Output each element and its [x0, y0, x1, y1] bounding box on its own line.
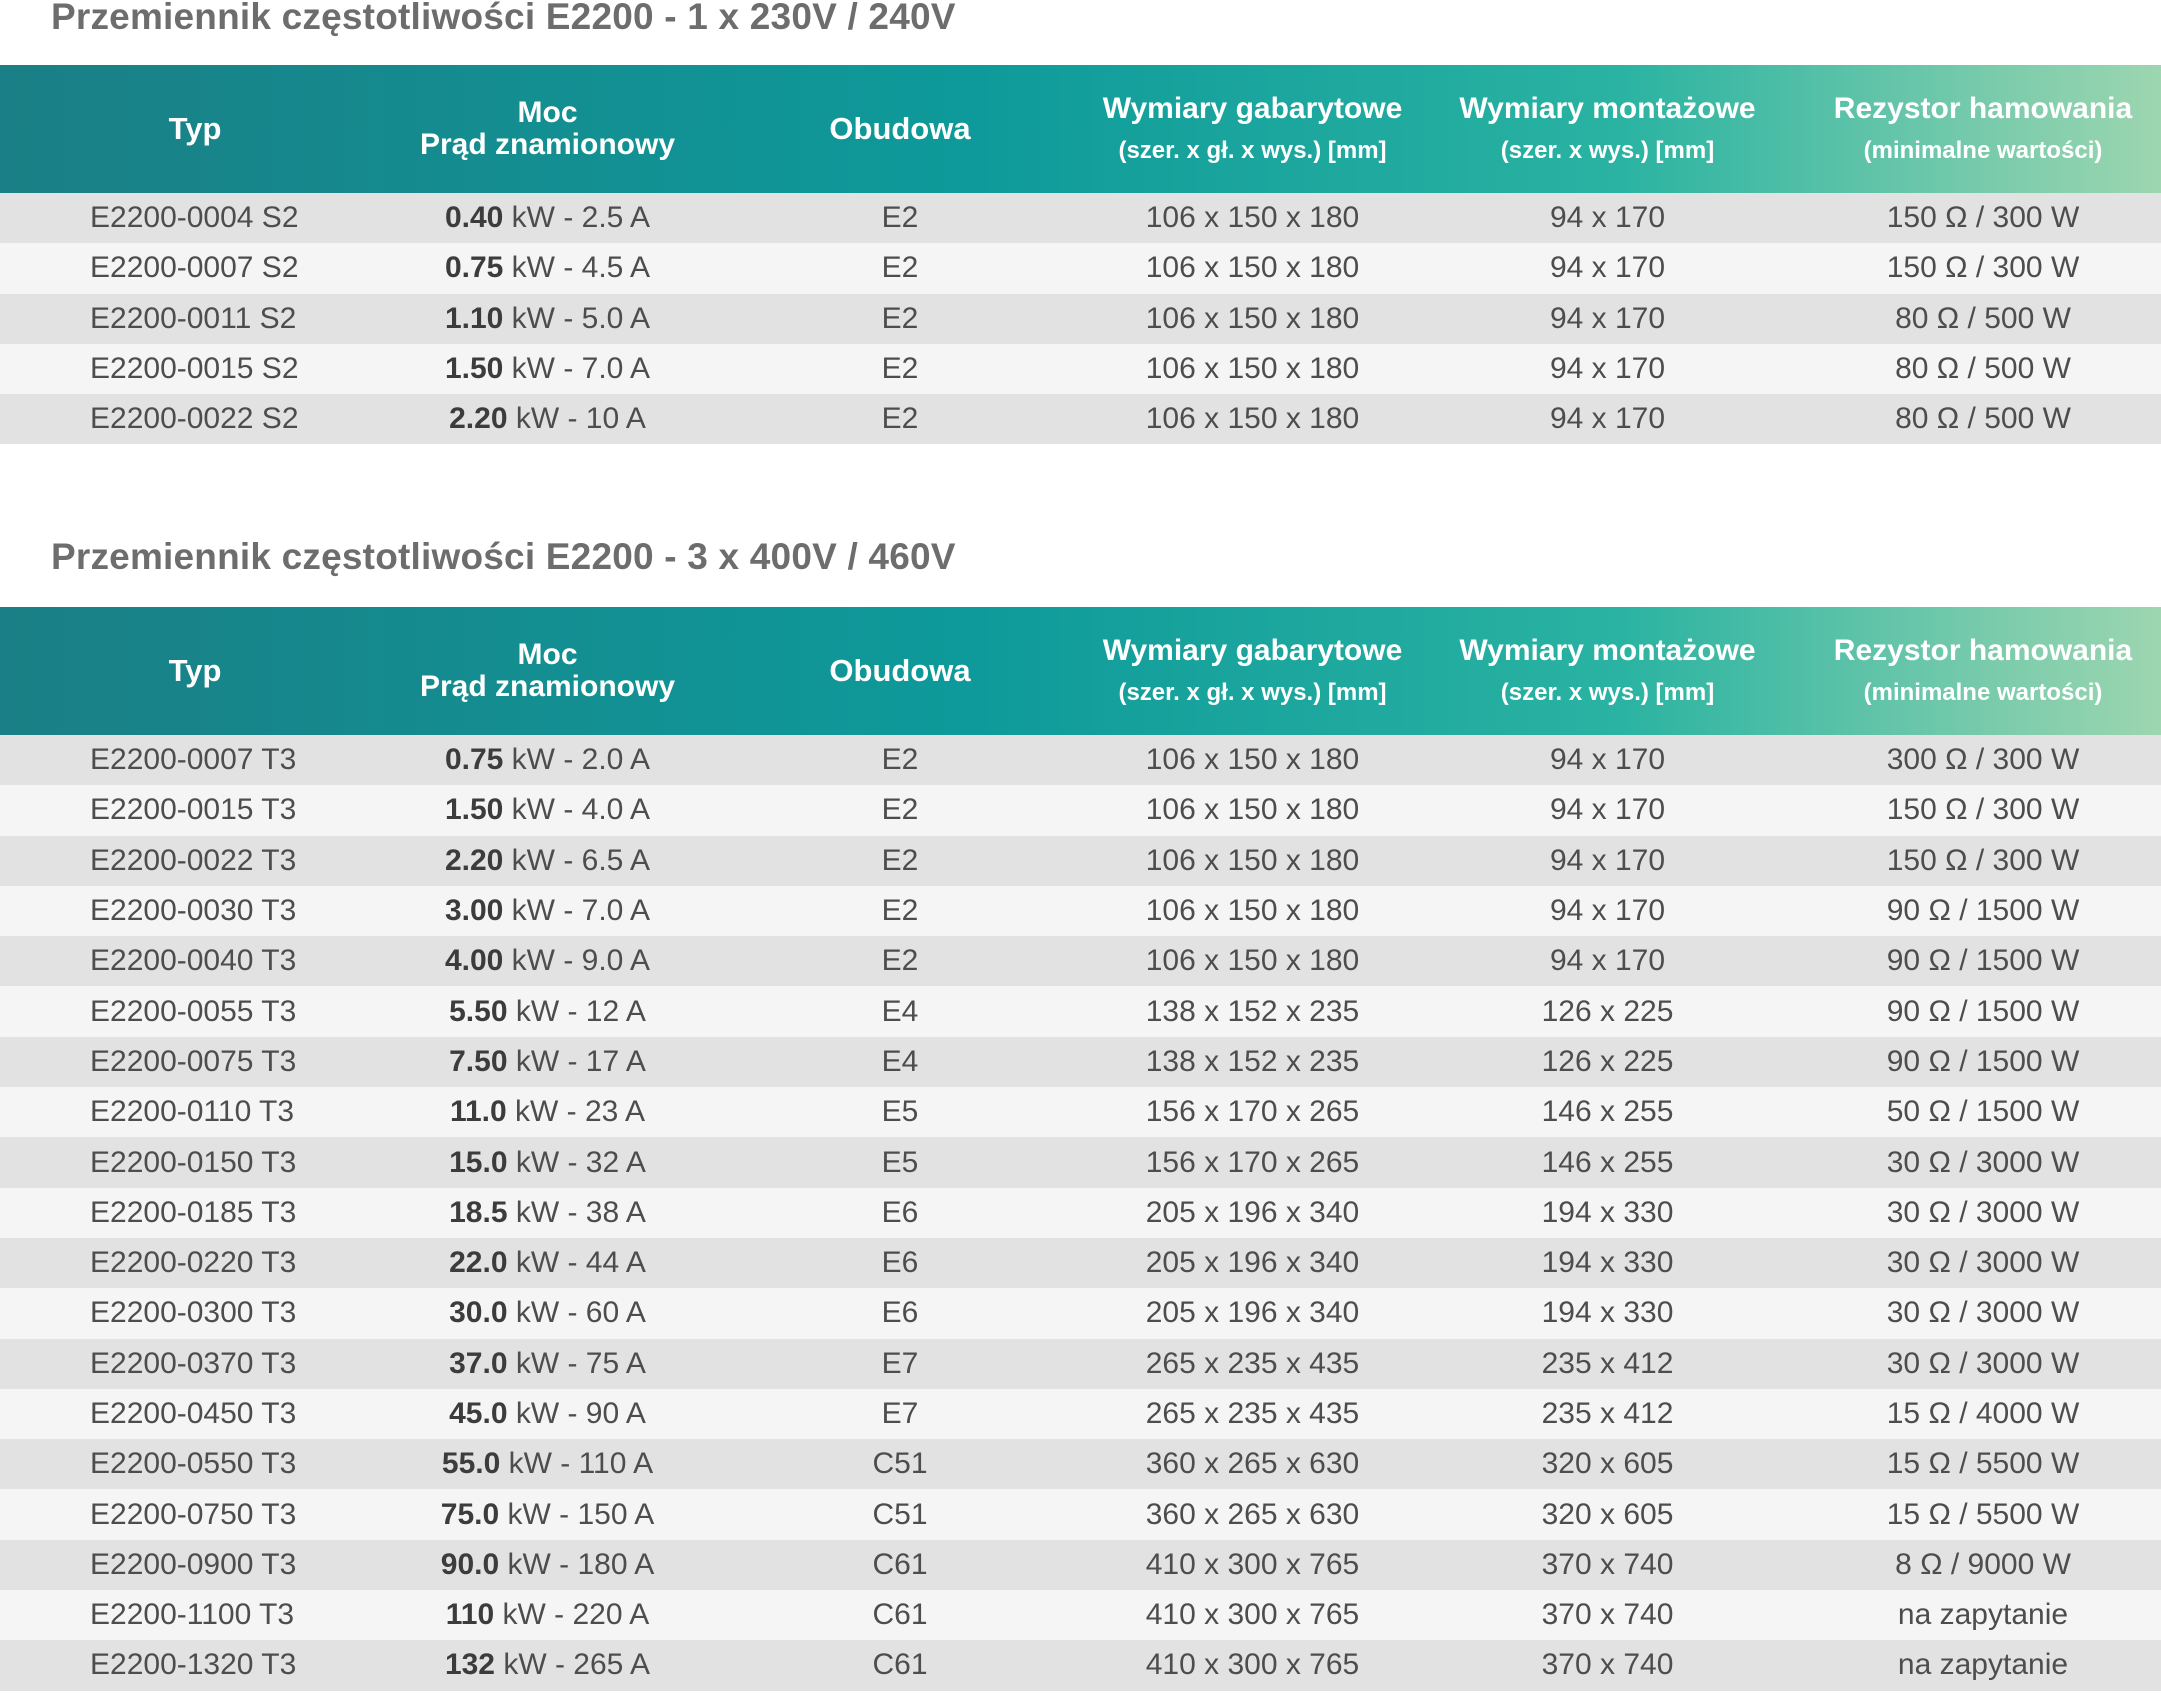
cell-wymiary-montazowe: 126 x 225 — [1541, 994, 1674, 1028]
cell-current-value: kW - 44 A — [507, 1246, 646, 1280]
cell-wymiary-gabarytowe: 106 x 150 x 180 — [1145, 402, 1360, 436]
cell-current-value: kW - 12 A — [507, 994, 646, 1028]
table-row — [0, 1087, 2161, 1137]
cell-power-value: 15.0 — [449, 1145, 508, 1179]
cell-power-value: 18.5 — [449, 1195, 508, 1229]
cell-current-value: kW - 265 A — [495, 1648, 651, 1682]
cell-wymiary-montazowe: 94 x 170 — [1549, 843, 1666, 877]
cell-typ: E2200-0075 T3 — [90, 1044, 297, 1078]
cell-power-value: 7.50 — [449, 1044, 508, 1078]
cell-wymiary-montazowe: 94 x 170 — [1549, 894, 1666, 928]
cell-current-value: kW - 10 A — [507, 402, 646, 436]
cell-wymiary-gabarytowe: 205 x 196 x 340 — [1145, 1246, 1360, 1280]
header-moc: Moc Prąd znamionowy — [419, 96, 676, 161]
table-row — [0, 1489, 2161, 1539]
table-row — [0, 1439, 2161, 1489]
header-obudowa: Obudowa — [829, 111, 971, 146]
cell-rezystor: 90 Ω / 1500 W — [1886, 894, 2080, 928]
header-typ: Typ — [168, 111, 222, 146]
table-row — [0, 1288, 2161, 1338]
cell-moc — [390, 836, 705, 886]
cell-moc — [390, 1087, 705, 1137]
header-wymiary-montazowe: Wymiary montażowe (szer. x wys.) [mm] — [1459, 634, 1756, 706]
header-obudowa: Obudowa — [829, 653, 971, 688]
cell-power-value: 132 — [444, 1648, 495, 1682]
cell-rezystor: 150 Ω / 300 W — [1886, 843, 2080, 877]
cell-rezystor: 50 Ω / 1500 W — [1886, 1095, 2080, 1129]
cell-typ: E2200-0150 T3 — [90, 1145, 297, 1179]
table-row — [0, 1037, 2161, 1087]
spec-table-1phase — [0, 65, 2161, 444]
cell-moc — [390, 394, 705, 444]
cell-typ: E2200-0370 T3 — [90, 1346, 297, 1380]
table-row — [0, 1590, 2161, 1640]
cell-wymiary-gabarytowe: 106 x 150 x 180 — [1145, 301, 1360, 335]
cell-typ: E2200-0055 T3 — [90, 994, 297, 1028]
cell-obudowa: E2 — [881, 301, 919, 335]
cell-wymiary-gabarytowe: 156 x 170 x 265 — [1145, 1095, 1360, 1129]
cell-typ: E2200-0185 T3 — [90, 1195, 297, 1229]
cell-rezystor: na zapytanie — [1897, 1598, 2069, 1632]
cell-power-value: 0.40 — [444, 201, 504, 235]
cell-power-value: 75.0 — [440, 1497, 500, 1531]
cell-typ: E2200-0022 S2 — [90, 402, 299, 436]
cell-moc — [390, 886, 705, 936]
spec-table-3phase — [0, 607, 2161, 1691]
cell-obudowa: E2 — [881, 843, 919, 877]
cell-typ: E2200-1100 T3 — [90, 1598, 295, 1632]
cell-current-value: kW - 32 A — [507, 1145, 646, 1179]
cell-wymiary-montazowe: 94 x 170 — [1549, 944, 1666, 978]
cell-obudowa: E7 — [881, 1397, 919, 1430]
table-row — [0, 1188, 2161, 1238]
cell-wymiary-gabarytowe: 106 x 150 x 180 — [1145, 201, 1360, 235]
cell-rezystor: 90 Ω / 1500 W — [1886, 1044, 2080, 1078]
table-row — [0, 886, 2161, 936]
cell-current-value: kW - 4.0 A — [503, 793, 651, 827]
cell-rezystor: 30 Ω / 3000 W — [1886, 1246, 2080, 1280]
table-row — [0, 344, 2161, 394]
cell-current-value: kW - 7.0 A — [503, 894, 651, 928]
cell-current-value: kW - 7.0 A — [503, 352, 651, 386]
cell-wymiary-gabarytowe: 410 x 300 x 765 — [1145, 1648, 1360, 1682]
cell-power-value: 5.50 — [449, 994, 508, 1028]
cell-wymiary-gabarytowe: 265 x 235 x 435 — [1145, 1346, 1360, 1380]
cell-current-value: kW - 180 A — [499, 1547, 655, 1581]
cell-obudowa: C61 — [872, 1547, 928, 1581]
cell-obudowa: E5 — [881, 1145, 919, 1179]
cell-power-value: 110 — [445, 1598, 495, 1632]
cell-moc — [390, 1037, 705, 1087]
table-row — [0, 1640, 2161, 1690]
table-row — [0, 1389, 2161, 1439]
cell-typ: E2200-0300 T3 — [90, 1296, 297, 1330]
cell-obudowa: E2 — [881, 251, 919, 285]
cell-power-value: 45.0 — [449, 1397, 508, 1430]
cell-rezystor: 30 Ω / 3000 W — [1886, 1296, 2080, 1330]
table-row — [0, 1238, 2161, 1288]
table-row — [0, 735, 2161, 785]
cell-wymiary-montazowe: 370 x 740 — [1541, 1598, 1674, 1632]
cell-obudowa: E2 — [881, 894, 919, 928]
cell-obudowa: E2 — [881, 402, 919, 436]
cell-typ: E2200-0007 S2 — [90, 251, 299, 285]
cell-moc — [390, 243, 705, 293]
cell-wymiary-montazowe: 235 x 412 — [1541, 1346, 1674, 1380]
cell-typ: E2200-1320 T3 — [90, 1648, 297, 1682]
cell-wymiary-montazowe: 320 x 605 — [1541, 1447, 1674, 1481]
cell-power-value: 0.75 — [444, 251, 504, 285]
cell-wymiary-gabarytowe: 265 x 235 x 435 — [1145, 1397, 1360, 1430]
cell-moc — [390, 1590, 705, 1640]
cell-obudowa: C51 — [872, 1497, 928, 1531]
cell-moc — [390, 1439, 705, 1489]
cell-wymiary-montazowe: 235 x 412 — [1541, 1397, 1674, 1430]
cell-current-value: kW - 90 A — [507, 1397, 646, 1430]
cell-wymiary-gabarytowe: 205 x 196 x 340 — [1145, 1296, 1360, 1330]
cell-moc — [390, 1188, 705, 1238]
cell-typ: E2200-0110 T3 — [90, 1095, 295, 1129]
cell-power-value: 22.0 — [449, 1246, 508, 1280]
cell-typ: E2200-0550 T3 — [90, 1447, 297, 1481]
table-row — [0, 986, 2161, 1036]
header-moc: Moc Prąd znamionowy — [419, 638, 676, 703]
cell-typ: E2200-0007 T3 — [90, 743, 297, 777]
cell-wymiary-montazowe: 94 x 170 — [1549, 793, 1666, 827]
table-row — [0, 394, 2161, 444]
cell-wymiary-gabarytowe: 360 x 265 x 630 — [1145, 1497, 1360, 1531]
cell-obudowa: E6 — [881, 1195, 919, 1229]
cell-typ: E2200-0900 T3 — [90, 1547, 297, 1581]
cell-obudowa: E6 — [881, 1246, 919, 1280]
cell-current-value: kW - 110 A — [500, 1447, 654, 1481]
header-typ: Typ — [168, 653, 222, 688]
cell-wymiary-gabarytowe: 205 x 196 x 340 — [1145, 1195, 1360, 1229]
cell-rezystor: 150 Ω / 300 W — [1886, 793, 2080, 827]
cell-obudowa: E5 — [881, 1095, 919, 1129]
cell-wymiary-montazowe: 94 x 170 — [1549, 251, 1666, 285]
cell-moc — [390, 1489, 705, 1539]
cell-current-value: kW - 5.0 A — [503, 301, 651, 335]
cell-obudowa: E7 — [881, 1346, 919, 1380]
cell-typ: E2200-0015 S2 — [90, 352, 299, 386]
cell-current-value: kW - 60 A — [507, 1296, 646, 1330]
cell-typ: E2200-0450 T3 — [90, 1397, 297, 1430]
header-rezystor: Rezystor hamowania (minimalne wartości) — [1833, 634, 2133, 706]
header-wymiary-gabarytowe: Wymiary gabarytowe (szer. x gł. x wys.) [mm] — [1102, 634, 1403, 706]
cell-wymiary-montazowe: 94 x 170 — [1549, 301, 1666, 335]
cell-moc — [390, 344, 705, 394]
cell-rezystor: 90 Ω / 1500 W — [1886, 994, 2080, 1028]
cell-rezystor: 300 Ω / 300 W — [1886, 743, 2080, 777]
table-row — [0, 1540, 2161, 1590]
cell-typ: E2200-0011 S2 — [90, 301, 297, 335]
cell-obudowa: E2 — [881, 743, 919, 777]
cell-rezystor: 80 Ω / 500 W — [1895, 352, 2071, 386]
cell-power-value: 4.00 — [444, 944, 504, 978]
cell-rezystor: 150 Ω / 300 W — [1886, 201, 2080, 235]
cell-rezystor: 15 Ω / 5500 W — [1886, 1447, 2080, 1481]
cell-wymiary-montazowe: 194 x 330 — [1541, 1195, 1674, 1229]
cell-moc — [390, 193, 705, 243]
cell-moc — [390, 1640, 705, 1690]
table-row — [0, 1339, 2161, 1389]
cell-moc — [390, 1238, 705, 1288]
cell-obudowa: C61 — [872, 1648, 928, 1682]
cell-power-value: 1.10 — [444, 301, 504, 335]
table-row — [0, 785, 2161, 835]
cell-moc — [390, 986, 705, 1036]
cell-wymiary-montazowe: 146 x 255 — [1541, 1145, 1674, 1179]
cell-obudowa: E6 — [881, 1296, 919, 1330]
cell-wymiary-gabarytowe: 106 x 150 x 180 — [1145, 352, 1360, 386]
cell-wymiary-gabarytowe: 410 x 300 x 765 — [1145, 1598, 1360, 1632]
cell-current-value: kW - 2.5 A — [503, 201, 651, 235]
cell-rezystor: 150 Ω / 300 W — [1886, 251, 2080, 285]
cell-wymiary-montazowe: 146 x 255 — [1541, 1095, 1674, 1129]
cell-moc — [390, 785, 705, 835]
header-wymiary-gabarytowe: Wymiary gabarytowe (szer. x gł. x wys.) [mm] — [1102, 92, 1403, 164]
cell-current-value: kW - 220 A — [494, 1598, 650, 1632]
cell-current-value: kW - 17 A — [507, 1044, 646, 1078]
table-row — [0, 836, 2161, 886]
cell-typ: E2200-0015 T3 — [90, 793, 297, 827]
cell-power-value: 37.0 — [449, 1346, 508, 1380]
cell-rezystor: 30 Ω / 3000 W — [1886, 1145, 2080, 1179]
cell-wymiary-gabarytowe: 106 x 150 x 180 — [1145, 944, 1360, 978]
cell-typ: E2200-0030 T3 — [90, 894, 297, 928]
header-rezystor: Rezystor hamowania (minimalne wartości) — [1833, 92, 2133, 164]
cell-power-value: 1.50 — [444, 352, 504, 386]
cell-wymiary-montazowe: 94 x 170 — [1549, 201, 1666, 235]
cell-wymiary-montazowe: 94 x 170 — [1549, 402, 1666, 436]
cell-power-value: 3.00 — [444, 894, 504, 928]
cell-obudowa: E4 — [881, 1044, 919, 1078]
table-row — [0, 1137, 2161, 1187]
cell-power-value: 30.0 — [449, 1296, 508, 1330]
cell-current-value: kW - 38 A — [507, 1195, 646, 1229]
cell-moc — [390, 1288, 705, 1338]
cell-rezystor: 15 Ω / 4000 W — [1886, 1397, 2080, 1430]
cell-wymiary-gabarytowe: 106 x 150 x 180 — [1145, 251, 1360, 285]
cell-obudowa: E2 — [881, 793, 919, 827]
cell-wymiary-gabarytowe: 410 x 300 x 765 — [1145, 1547, 1360, 1581]
cell-current-value: kW - 75 A — [507, 1346, 646, 1380]
cell-moc — [390, 1540, 705, 1590]
cell-current-value: kW - 2.0 A — [503, 743, 651, 777]
table-header-row — [0, 65, 2161, 193]
cell-obudowa: C61 — [872, 1598, 928, 1632]
cell-wymiary-gabarytowe: 360 x 265 x 630 — [1145, 1447, 1360, 1481]
cell-typ: E2200-0004 S2 — [90, 201, 299, 235]
cell-moc — [390, 1339, 705, 1389]
cell-obudowa: E2 — [881, 352, 919, 386]
cell-typ: E2200-0750 T3 — [90, 1497, 297, 1531]
cell-rezystor: 8 Ω / 9000 W — [1895, 1547, 2071, 1581]
section-title-3phase: Przemiennik częstotliwości E2200 - 3 x 400V / 460V — [51, 536, 956, 577]
cell-power-value: 2.20 — [444, 843, 504, 877]
table-row — [0, 243, 2161, 293]
cell-rezystor: 30 Ω / 3000 W — [1886, 1346, 2080, 1380]
cell-wymiary-montazowe: 370 x 740 — [1541, 1547, 1674, 1581]
cell-obudowa: C51 — [872, 1447, 928, 1481]
cell-wymiary-gabarytowe: 106 x 150 x 180 — [1145, 793, 1360, 827]
cell-typ: E2200-0040 T3 — [90, 944, 297, 978]
cell-obudowa: E2 — [881, 944, 919, 978]
cell-power-value: 11.0 — [449, 1095, 507, 1129]
cell-power-value: 0.75 — [444, 743, 504, 777]
cell-wymiary-gabarytowe: 156 x 170 x 265 — [1145, 1145, 1360, 1179]
cell-moc — [390, 936, 705, 986]
cell-wymiary-gabarytowe: 138 x 152 x 235 — [1145, 994, 1360, 1028]
cell-wymiary-gabarytowe: 106 x 150 x 180 — [1145, 743, 1360, 777]
cell-rezystor: 90 Ω / 1500 W — [1886, 944, 2080, 978]
cell-power-value: 55.0 — [441, 1447, 501, 1481]
cell-wymiary-gabarytowe: 106 x 150 x 180 — [1145, 894, 1360, 928]
cell-current-value: kW - 150 A — [499, 1497, 655, 1531]
cell-wymiary-montazowe: 126 x 225 — [1541, 1044, 1674, 1078]
cell-rezystor: na zapytanie — [1897, 1648, 2069, 1682]
section-title-1phase: Przemiennik częstotliwości E2200 - 1 x 230V / 240V — [51, 0, 956, 37]
cell-wymiary-montazowe: 320 x 605 — [1541, 1497, 1674, 1531]
cell-obudowa: E2 — [881, 201, 919, 235]
cell-power-value: 90.0 — [440, 1547, 500, 1581]
cell-rezystor: 15 Ω / 5500 W — [1886, 1497, 2080, 1531]
header-wymiary-montazowe: Wymiary montażowe (szer. x wys.) [mm] — [1459, 92, 1756, 164]
cell-rezystor: 80 Ω / 500 W — [1895, 402, 2071, 436]
cell-wymiary-gabarytowe: 138 x 152 x 235 — [1145, 1044, 1360, 1078]
cell-wymiary-gabarytowe: 106 x 150 x 180 — [1145, 843, 1360, 877]
cell-current-value: kW - 4.5 A — [503, 251, 651, 285]
cell-wymiary-montazowe: 370 x 740 — [1541, 1648, 1674, 1682]
cell-current-value: kW - 23 A — [506, 1095, 646, 1129]
cell-wymiary-montazowe: 94 x 170 — [1549, 743, 1666, 777]
cell-wymiary-montazowe: 194 x 330 — [1541, 1246, 1674, 1280]
cell-moc — [390, 294, 705, 344]
cell-wymiary-montazowe: 94 x 170 — [1549, 352, 1666, 386]
cell-typ: E2200-0022 T3 — [90, 843, 297, 877]
cell-rezystor: 30 Ω / 3000 W — [1886, 1195, 2080, 1229]
table-row — [0, 294, 2161, 344]
cell-wymiary-montazowe: 194 x 330 — [1541, 1296, 1674, 1330]
cell-rezystor: 80 Ω / 500 W — [1895, 301, 2071, 335]
table-row — [0, 936, 2161, 986]
cell-obudowa: E4 — [881, 994, 919, 1028]
cell-moc — [390, 1389, 705, 1439]
table-row — [0, 193, 2161, 243]
cell-moc — [390, 735, 705, 785]
cell-moc — [390, 1137, 705, 1187]
table-header-row — [0, 607, 2161, 735]
cell-power-value: 2.20 — [449, 402, 508, 436]
cell-typ: E2200-0220 T3 — [90, 1246, 297, 1280]
cell-current-value: kW - 9.0 A — [503, 944, 651, 978]
cell-power-value: 1.50 — [444, 793, 504, 827]
cell-current-value: kW - 6.5 A — [503, 843, 651, 877]
